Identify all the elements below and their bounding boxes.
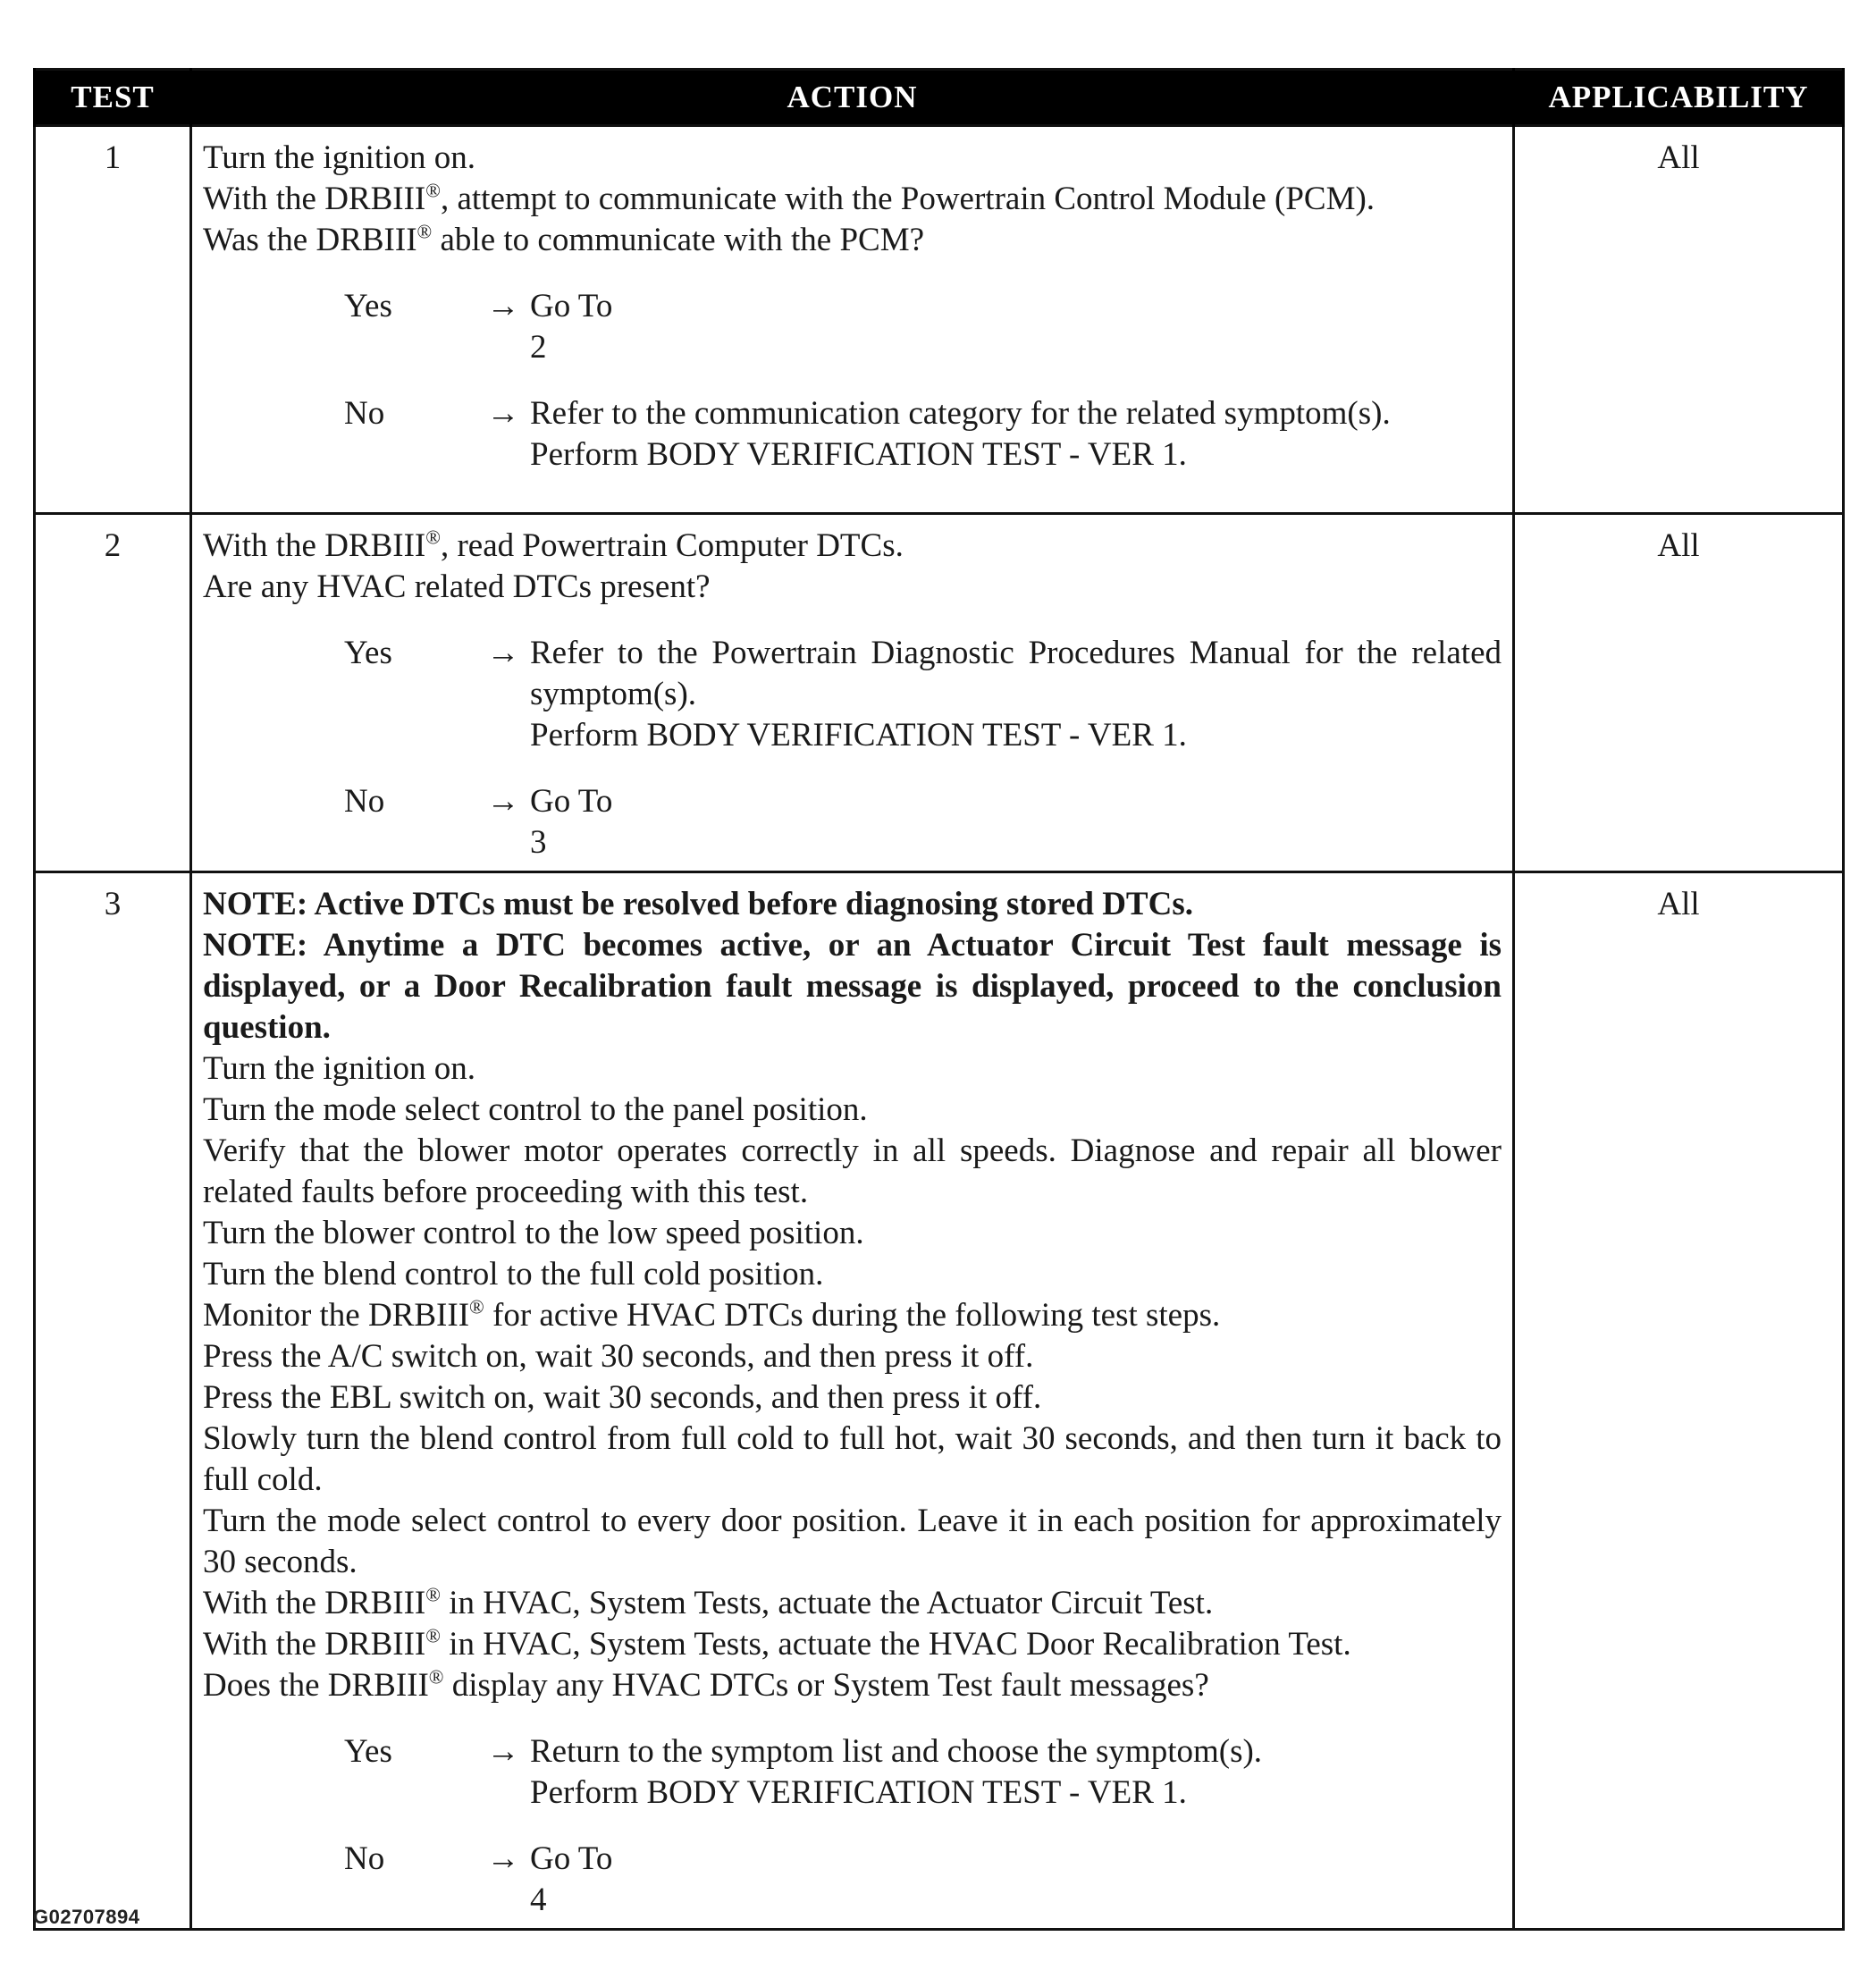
- no-branch: [344, 1839, 1502, 1921]
- result-line: Refer to the communication category for the related symptom(s).: [530, 395, 1391, 432]
- arrow-icon: →: [486, 395, 520, 432]
- action-line: With the DRBIII® in HVAC, System Tests, actuate the HVAC Door Recalibration Test.: [203, 1624, 1351, 1663]
- action-cell: [191, 872, 1514, 1930]
- no-result: [530, 393, 1502, 476]
- applicability-cell: All: [1514, 514, 1844, 872]
- action-line: Press the EBL switch on, wait 30 seconds, and then press it off.: [203, 1379, 1042, 1416]
- note-line: NOTE: Active DTCs must be resolved before diagnosing stored DTCs.: [203, 886, 1193, 922]
- yes-branch: [344, 286, 1502, 368]
- header-test: TEST: [35, 70, 191, 126]
- test-row-1: [35, 126, 1844, 514]
- goto-result: [530, 1839, 1502, 1921]
- result-line: Perform BODY VERIFICATION TEST - VER 1.: [530, 717, 1187, 754]
- goto-result: [530, 286, 1502, 368]
- arrow-icon: →: [486, 288, 520, 324]
- goto-result: [530, 781, 1502, 863]
- action-cell: [191, 514, 1514, 872]
- test-number: 1: [35, 126, 191, 514]
- goto-label: Go To: [530, 783, 613, 820]
- goto-number: 2: [530, 329, 547, 366]
- header-action: ACTION: [191, 70, 1514, 126]
- action-line: Monitor the DRBIII® for active HVAC DTCs during the following test steps.: [203, 1295, 1221, 1334]
- action-line: Are any HVAC related DTCs present?: [203, 568, 711, 605]
- action-cell: [191, 126, 1514, 514]
- yes-result: [530, 1731, 1502, 1814]
- table-header-row: [35, 70, 1844, 126]
- action-line: With the DRBIII®, attempt to communicate with the Powertrain Control Module (PCM).: [203, 179, 1375, 217]
- no-label: No: [344, 395, 385, 432]
- arrow-icon: →: [486, 1840, 520, 1877]
- action-line: Verify that the blower motor operates correctly in all speeds. Diagnose and repair all blower related faults before proceeding with this test.: [203, 1132, 1502, 1210]
- test-row-3: [35, 872, 1844, 1930]
- action-line: Turn the mode select control to every door position. Leave it in each position for approximately 30 seconds.: [203, 1503, 1502, 1580]
- applicability-cell: All: [1514, 872, 1844, 1930]
- diagnostic-test-document: [33, 68, 1842, 1931]
- yes-label: Yes: [344, 1733, 392, 1770]
- yes-label: Yes: [344, 288, 392, 324]
- yes-label: Yes: [344, 635, 392, 671]
- test-number: 3: [35, 872, 191, 1930]
- applicability-cell: All: [1514, 126, 1844, 514]
- action-line: Was the DRBIII® able to communicate with the PCM?: [203, 220, 925, 258]
- action-line: With the DRBIII® in HVAC, System Tests, actuate the Actuator Circuit Test.: [203, 1583, 1214, 1621]
- action-line: Turn the ignition on.: [203, 1050, 475, 1087]
- goto-number: 3: [530, 824, 547, 861]
- result-line: Perform BODY VERIFICATION TEST - VER 1.: [530, 1774, 1187, 1811]
- arrow-icon: →: [486, 635, 520, 671]
- result-line: Return to the symptom list and choose the symptom(s).: [530, 1733, 1263, 1770]
- action-line: Turn the blower control to the low speed position.: [203, 1215, 864, 1251]
- arrow-icon: →: [486, 783, 520, 820]
- arrow-icon: →: [486, 1733, 520, 1770]
- result-line: Perform BODY VERIFICATION TEST - VER 1.: [530, 436, 1187, 473]
- action-line: With the DRBIII®, read Powertrain Computer DTCs.: [203, 526, 904, 564]
- no-label: No: [344, 1840, 385, 1877]
- action-line: Slowly turn the blend control from full cold to full hot, wait 30 seconds, and then turn it back to full cold.: [203, 1420, 1502, 1498]
- goto-number: 4: [530, 1882, 547, 1918]
- no-branch: [344, 781, 1502, 863]
- diagnostic-test-table: [33, 68, 1845, 1931]
- yes-result: [530, 633, 1502, 756]
- action-line: Turn the blend control to the full cold position.: [203, 1256, 824, 1292]
- goto-label: Go To: [530, 1840, 613, 1877]
- result-line: Refer to the Powertrain Diagnostic Procedures Manual for the related symptom(s).: [530, 635, 1502, 712]
- note-line: NOTE: Anytime a DTC becomes active, or an Actuator Circuit Test fault message is displayed, or a Door Recalibration fault message is displayed, proceed to the conclusion question.: [203, 927, 1502, 1046]
- no-label: No: [344, 783, 385, 820]
- goto-label: Go To: [530, 288, 613, 324]
- test-row-2: [35, 514, 1844, 872]
- header-applicability: APPLICABILITY: [1514, 70, 1844, 126]
- yes-branch: [344, 1731, 1502, 1814]
- yes-branch: [344, 633, 1502, 756]
- action-line: Turn the mode select control to the panel position.: [203, 1091, 868, 1128]
- action-line: Press the A/C switch on, wait 30 seconds, and then press it off.: [203, 1338, 1034, 1375]
- action-line: Turn the ignition on.: [203, 139, 475, 176]
- action-line: Does the DRBIII® display any HVAC DTCs or System Test fault messages?: [203, 1665, 1209, 1704]
- no-branch: [344, 393, 1502, 476]
- test-number: 2: [35, 514, 191, 872]
- figure-id: G02707894: [33, 1906, 140, 1928]
